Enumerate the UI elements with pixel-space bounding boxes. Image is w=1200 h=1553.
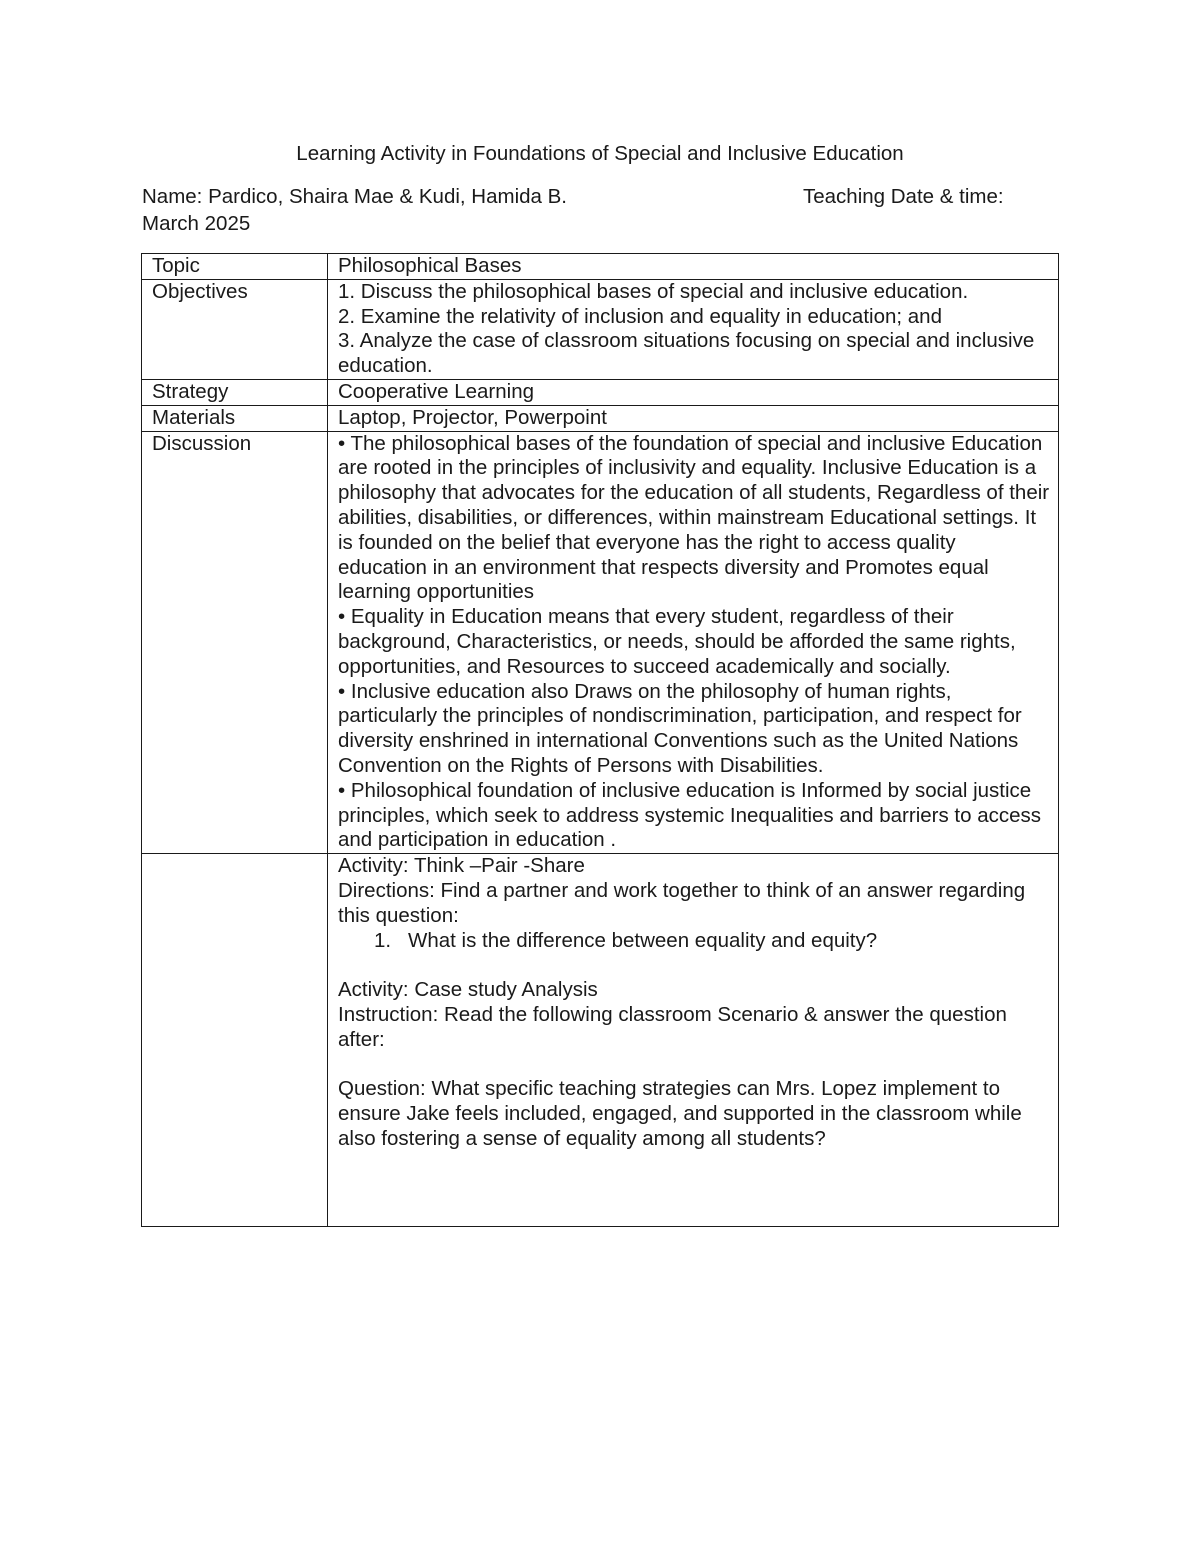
- table-row-activity: [142, 854, 1059, 1227]
- activity-label: [142, 854, 328, 1227]
- materials-value: Laptop, Projector, Powerpoint: [328, 405, 1059, 431]
- strategy-label: Strategy: [142, 379, 328, 405]
- objective-item: 3. Analyze the case of classroom situations focusing on special and inclusive education.: [338, 329, 1035, 378]
- table-row-discussion: [142, 431, 1059, 854]
- discussion-label: Discussion: [142, 431, 328, 854]
- objective-item: 2. Examine the relativity of inclusion and equality in education; and: [338, 304, 942, 328]
- table-row-strategy: [142, 379, 1059, 405]
- discussion-bullet: • Equality in Education means that every student, regardless of their background, Characteristics, or needs, should be afforded the same rights, opportunities, and Resources to succeed academically and socially.: [338, 605, 1016, 678]
- activity-cell: [328, 854, 1059, 1227]
- discussion-bullet: • The philosophical bases of the foundation of special and inclusive Education are rooted in the principles of inclusivity and equality. Inclusive Education is a philosophy that advocates for the education of all students, Regardless of their abilities, disabilities, or differences, within mainstream Educational settings. It is founded on the belief that everyone has the right to access quality education in an environment that respects diversity and Promotes equal learning opportunities: [338, 431, 1050, 604]
- table-row-topic: [142, 254, 1059, 280]
- activity2-instruction: Instruction: Read the following classroom Scenario & answer the question after:: [338, 1002, 1007, 1051]
- lesson-plan-table: [141, 253, 1059, 1227]
- activity1-question-number: 1.: [374, 928, 392, 952]
- spacer: [338, 1053, 1050, 1078]
- activity2-title: Activity: Case study Analysis: [338, 978, 598, 1002]
- student-names: Name: Pardico, Shaira Mae & Kudi, Hamida B.: [142, 185, 567, 208]
- materials-label: Materials: [142, 405, 328, 431]
- activity1-question: [338, 929, 1050, 954]
- activity2-question: Question: What specific teaching strategies can Mrs. Lopez implement to ensure Jake feels included, engaged, and supported in the classroom while also fostering a sense of equality among all students?: [338, 1077, 1022, 1150]
- objectives-label: Objectives: [142, 279, 328, 379]
- objectives-cell: [328, 279, 1059, 379]
- topic-value: Philosophical Bases: [328, 254, 1059, 280]
- activity1-question-text: What is the difference between equality and equity?: [408, 928, 878, 952]
- strategy-value: Cooperative Learning: [328, 379, 1059, 405]
- table-row-materials: [142, 405, 1059, 431]
- teaching-date-value: March 2025: [142, 212, 251, 235]
- name-line: [142, 185, 1062, 209]
- discussion-bullet: • Inclusive education also Draws on the philosophy of human rights, particularly the principles of nondiscrimination, participation, and respect for diversity enshrined in international Conventions such as the United Nations Convention on the Rights of Persons with Disabilities.: [338, 679, 1022, 777]
- activity1-title: Activity: Think –Pair -Share: [338, 854, 585, 878]
- teaching-date-label: Teaching Date & time:: [803, 185, 1004, 208]
- topic-label: Topic: [142, 254, 328, 280]
- discussion-bullet: • Philosophical foundation of inclusive education is Informed by social justice principles, which seek to address systemic Inequalities and barriers to access and participation in education .: [338, 778, 1042, 852]
- discussion-cell: [328, 431, 1059, 854]
- activity1-directions: Directions: Find a partner and work together to think of an answer regarding this question:: [338, 878, 1026, 927]
- table-row-objectives: [142, 279, 1059, 379]
- spacer: [338, 953, 1050, 978]
- page-title: Learning Activity in Foundations of Special and Inclusive Education: [296, 142, 904, 165]
- objective-item: 1. Discuss the philosophical bases of special and inclusive education.: [338, 279, 969, 303]
